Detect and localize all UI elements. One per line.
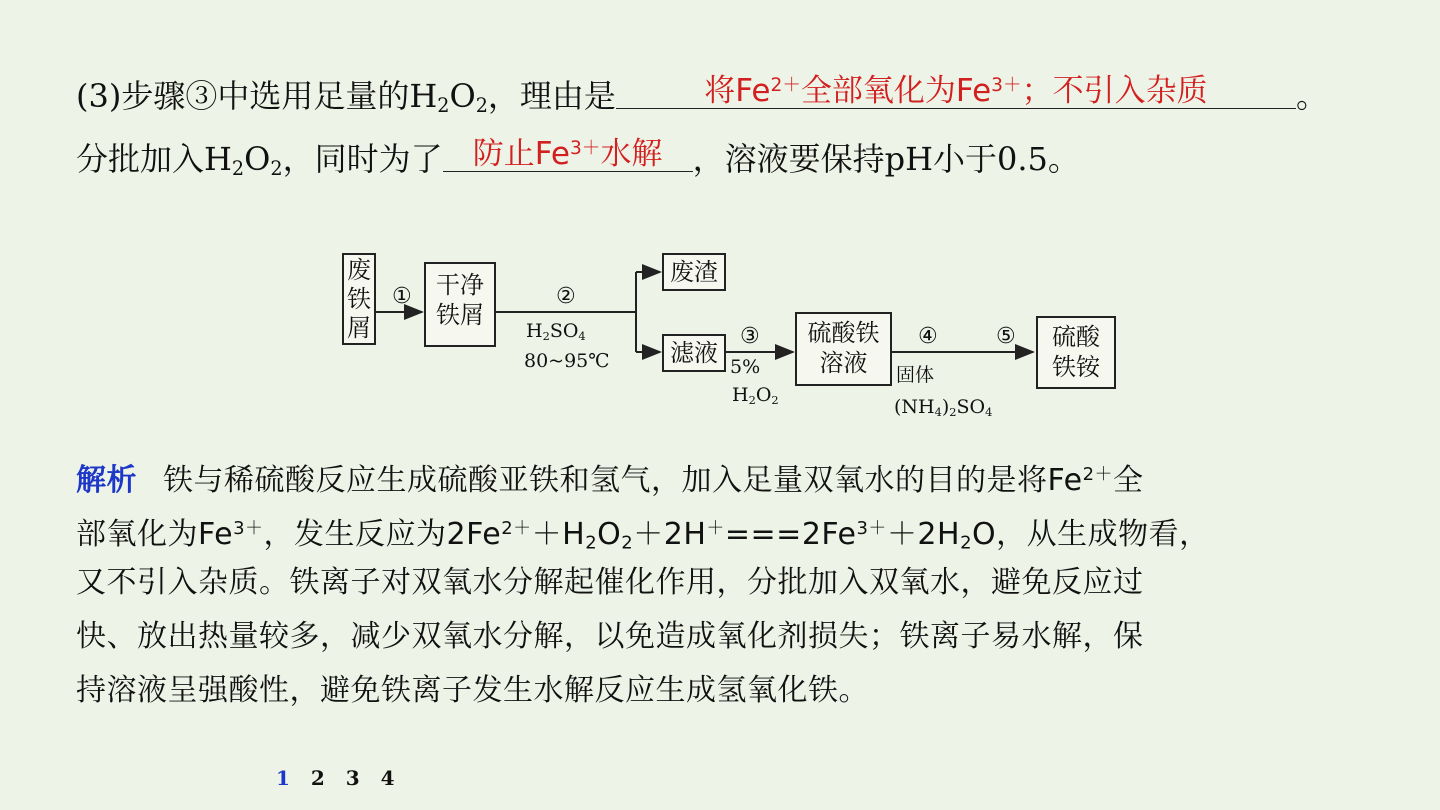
- process-flow-diagram: [330, 240, 1130, 430]
- question-line-1: [76, 72, 1328, 126]
- analysis-title: 解析: [76, 462, 137, 498]
- analysis-line-3: 又不引入杂质。铁离子对双氧水分解起催化作用，分批加入双氧水，避免反应过: [76, 565, 1144, 600]
- page-navigator: [276, 766, 409, 790]
- box-clean-iron: 干净铁屑: [424, 262, 496, 347]
- subscript: 2: [231, 157, 245, 181]
- question-text: ，溶液要保持pH小于0.5。: [692, 140, 1080, 179]
- page-link-2[interactable]: 2: [310, 766, 325, 790]
- reagent-solid: 固体: [896, 364, 935, 386]
- step-5-label: ⑤: [996, 324, 1016, 349]
- box-ferric-sulfate-solution: 硫酸铁溶液: [795, 312, 892, 386]
- box-residue: 废渣: [662, 253, 726, 291]
- answer-2: 防止$Fe^{3+}$水解: [472, 136, 663, 173]
- page-link-4[interactable]: 4: [380, 766, 395, 790]
- question-text: ，同时为了: [282, 140, 443, 179]
- question-line-2: [76, 135, 1080, 189]
- reagent-temperature: 80~95℃: [524, 350, 610, 372]
- question-text: (3)步骤③中选用足量的H: [76, 77, 438, 116]
- question-text: O: [244, 140, 271, 179]
- analysis-line-5: 持溶液呈强酸性，避免铁离子发生水解反应生成氢氧化铁。: [76, 673, 869, 708]
- step-3-label: ③: [740, 324, 760, 349]
- box-product-ammonium-ferric-sulfate: 硫酸铁铵: [1036, 316, 1116, 389]
- subscript: 2: [270, 157, 283, 181]
- subscript: 2: [437, 94, 450, 118]
- subscript: 2: [475, 94, 488, 118]
- step-2-label: ②: [556, 284, 576, 309]
- question-text: O: [449, 77, 476, 116]
- step-4-label: ④: [918, 324, 938, 349]
- page-link-1[interactable]: 1: [276, 766, 290, 790]
- answer-1: 将$Fe^{2+}$全部氧化为$Fe^{3+}$；不引入杂质: [704, 73, 1208, 110]
- analysis-line-4: 快、放出热量较多，减少双氧水分解，以免造成氧化剂损失；铁离子易水解，保: [76, 619, 1144, 654]
- box-waste-iron: 废铁屑: [342, 253, 376, 345]
- question-text: ，理由是: [487, 77, 616, 116]
- answer-blank-1: [616, 72, 1296, 109]
- box-filtrate: 滤液: [662, 334, 726, 372]
- question-text: 分批加入H: [76, 140, 232, 179]
- reagent-ammonium-sulfate: $(NH_4)_2SO_4$: [894, 396, 993, 419]
- step-1-label: ①: [392, 284, 412, 309]
- analysis-line-1: 解析 铁与稀硫酸反应生成硫酸亚铁和氢气，加入足量双氧水的目的是将$Fe^{2+}$全: [76, 462, 1144, 498]
- question-text: 。: [1295, 77, 1328, 116]
- analysis-line-2: 部氧化为$Fe^{3+}$，发生反应为$2Fe^{2+}+H_2O_2+2H^+===2Fe^{3+}+2H_2O$，从生成物看，: [76, 516, 1210, 554]
- page-link-3[interactable]: 3: [345, 766, 360, 790]
- analysis-section: [76, 448, 1366, 718]
- reagent-sulfuric-acid: $H_2SO_4$: [526, 320, 586, 343]
- reagent-percent: 5%: [730, 356, 761, 378]
- answer-blank-2: [443, 135, 693, 172]
- reagent-hydrogen-peroxide: $H_2O_2$: [732, 384, 779, 407]
